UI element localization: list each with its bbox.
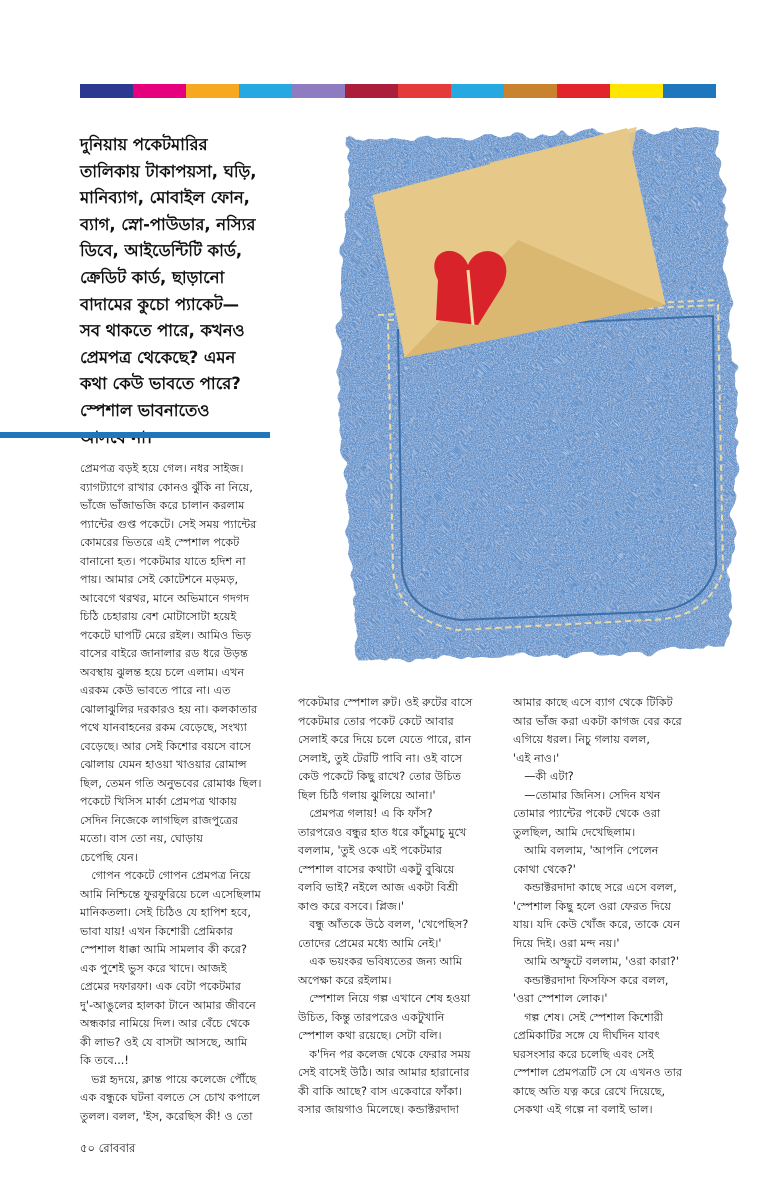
article-line: —কী এটা?: [513, 770, 574, 783]
article-line: কেউ পকেটে কিছু রাখে? তোর উচিত: [298, 770, 462, 783]
article-line: উচিত, কিন্তু তারপরেও একটুখানি: [298, 1010, 445, 1024]
article-line: স্পেশাল বাসের কথাটা একটু বুঝিয়ে: [298, 862, 455, 876]
article-line: অবস্থায় ঝুলন্ত হয়ে চলে এলাম। এখন: [80, 665, 245, 679]
color-strip-segment: [133, 84, 186, 98]
denim-pocket-love-letter-illustration: [318, 120, 748, 665]
blue-divider: [0, 432, 270, 438]
article-column-3: [513, 694, 718, 1120]
color-strip-segment: [80, 84, 133, 98]
article-line: বাসের বাইরে জানালার রড ধরে উড়ন্ত: [80, 647, 248, 660]
article-line: আমি বললাম, 'আপনি পেলেন: [513, 844, 659, 857]
article-line: কোমরের ভিতরে এই স্পেশাল পকেট: [80, 536, 240, 549]
color-strip-segment: [239, 84, 292, 98]
article-line: কোথা থেকে?': [513, 862, 576, 876]
article-line: সেদিন নিজেকে লাগছিল রাজপুত্রের: [80, 813, 239, 827]
article-line: মতো। বাস তো নয়, ঘোড়ায়: [80, 832, 203, 845]
article-line: ব্যাগট্যাগে রাখার কোনও ঝুঁকি না নিয়ে,: [80, 480, 253, 494]
article-line: বসার জায়গাও মিলেছে। কন্ডাক্টরদাদা: [298, 1103, 460, 1116]
intro-line: মানিব্যাগ, মোবাইল ফোন,: [80, 188, 250, 208]
article-line: প্রেমিকাটির সঙ্গে যে দীর্ঘদিন যাবৎ: [513, 1029, 660, 1042]
article-line: ঘরসংসার করে চলেছি এবং সেই: [513, 1047, 654, 1061]
article-line: আমার কাছে এসে ব্যাগ থেকে টিকিট: [513, 696, 673, 709]
article-line: স্পেশাল নিয়ে গল্প এখানে শেষ হওয়া: [298, 992, 471, 1005]
article-line: গোপন পকেটে গোপন প্রেমপত্র নিয়ে: [80, 869, 251, 882]
article-line: তোমার প্যান্টের পকেট থেকে ওরা: [513, 807, 661, 820]
intro-line: তালিকায় টাকাপয়সা, ঘড়ি,: [80, 161, 257, 181]
article-line: পথে যানবাহনের রকম বেড়েছে, সংখ্যা: [80, 721, 247, 734]
color-strip-segment: [663, 84, 716, 98]
article-line: এরকম কেউ ভাবতে পারে না। এত: [80, 684, 231, 697]
article-line: অন্ধকার নামিয়ে দিল। আর বেঁচে থেকে: [80, 1017, 250, 1030]
article-line: ঝোলায় যেমন হাওয়া খাওয়ার রোমান্স: [80, 758, 247, 771]
article-line: পায়। আমার সেই কোটেশনে মড়মড়,: [80, 573, 239, 586]
article-line: প্যান্টের গুপ্ত পকেটে। সেই সময় প্যান্টের: [80, 517, 257, 531]
color-strip-segment: [504, 84, 557, 98]
article-line: বন্ধু আঁতকে উঠে বলল, 'খেপেছিস?: [298, 918, 469, 931]
article-line: স্পেশাল ধাক্কা আমি সামলাব কী করে?: [80, 943, 247, 956]
article-line: এক পুশেই ভুস করে খাদে। আজই: [80, 961, 227, 975]
article-line: কাণ্ড করে বসবে। প্লিজ।': [298, 899, 404, 913]
article-line: কন্ডাক্টরদাদা কাছে সরে এসে বলল,: [513, 881, 677, 894]
color-strip-segment: [610, 84, 663, 98]
article-line: এক ভয়ংকর ভবিষ্যতের জন্য আমি: [298, 955, 463, 968]
article-line: তুলল। বলল, 'ইস, করেছিস কী! ও তো: [80, 1109, 253, 1123]
article-line: আর ভাঁজ করা একটা কাগজ বের করে: [513, 714, 682, 728]
color-strip-segment: [292, 84, 345, 98]
article-line: কী লাভ? ওই যে বাসটা আসছে, আমি: [80, 1035, 248, 1049]
article-line: ছিল, তেমন গতি অনুভবের রোমাঞ্চ ছিল।: [80, 776, 262, 790]
article-line: এগিয়ে ধরল। নিচু গলায় বলল,: [513, 733, 650, 746]
article-line: এক বন্ধুকে ঘটনা বলতে সে চোখ কপালে: [80, 1091, 261, 1104]
intro-line: ডিবে, আইডেন্টিটি কার্ড,: [80, 241, 243, 261]
color-strip-segment: [557, 84, 610, 98]
intro-line: সব থাকতে পারে, কখনও: [80, 321, 245, 341]
article-line: পকেটমার স্পেশাল রুট। ওই রুটের বাসে: [298, 696, 473, 709]
article-line: পকেটে খিসিস মার্কা প্রেমপত্র থাকায়: [80, 795, 237, 808]
article-line: ভগ্ন হৃদয়ে, ক্লান্ত পায়ে কলেজে পৌঁছে: [80, 1072, 257, 1086]
intro-line: স্পেশাল ভাবনাতেও: [80, 400, 210, 420]
article-line: সেই বাসেই উঠি। আর আমার হারানোর: [298, 1066, 470, 1079]
article-line: প্রেমের দফারফা। এক বেটা পকেটমার: [80, 980, 241, 993]
intro-line: ব্যাগ, স্নো-পাউডার, নস্যির: [80, 214, 256, 234]
article-line: 'স্পেশাল কিছু হলে ওরা ফেরত দিয়ে: [513, 899, 672, 913]
article-line: যায়। যদি কেউ খোঁজ করে, তাকে যেন: [513, 918, 681, 931]
article-line: প্রেমপত্র গলায়! এ কি ফাঁস?: [298, 807, 433, 820]
article-line: —তোমার জিনিস। সেদিন যখন: [513, 788, 661, 802]
article-line: কন্ডাক্টরদাদা ফিসফিস করে বলল,: [513, 973, 669, 987]
article-line: বললাম, 'তুই ওকে এই পকেটমার: [298, 844, 442, 857]
article-line: বানানো হত। পকেটমার যাতে হদিশ না: [80, 554, 246, 568]
intro-line: বাদামের কুচো প্যাকেট—: [80, 294, 240, 314]
article-line: বেড়েছে। আর সেই কিশোর বয়সে বাসে: [80, 739, 251, 753]
article-line: কি তবে...!: [80, 1054, 129, 1067]
article-line: 'ওরা স্পেশাল লোক।': [513, 992, 608, 1005]
article-line: ছিল চিঠি গলায় ঝুলিয়ে আনা।': [298, 788, 436, 802]
intro-blurb: [80, 132, 320, 451]
page-footer: ৫০ রোববার: [80, 1141, 136, 1155]
article-column-2: [298, 694, 503, 1120]
article-line: ক'দিন পর কলেজ থেকে ফেরার সময়: [298, 1047, 471, 1061]
article-line: তুলছিল, আমি দেখেছিলাম।: [513, 825, 636, 839]
article-line: সেকথা এই গল্পে না বলাই ভাল।: [513, 1103, 653, 1116]
article-line: সেলাই করে দিয়ে চলে যেতে পারে, রান: [298, 733, 472, 746]
article-line: তারপরেও বন্ধুর হাত ধরে কাঁচুমাচু মুখে: [298, 825, 467, 839]
article-line: মানিকতলা। সেই চিঠিও যে হাপিশ হবে,: [80, 906, 251, 919]
article-line: আমি অস্ফুটে বললাম, 'ওরা কারা?': [513, 955, 679, 968]
article-line: প্রেমপত্র বড়ই হয়ে গেল। নধর সাইজ।: [80, 462, 244, 475]
article-line: চিঠি চেহারায় বেশ মোটাসোটা হয়েই: [80, 610, 237, 623]
article-column-1: [80, 460, 285, 1126]
article-line: স্পেশাল কথা রয়েছে। সেটা বলি।: [298, 1029, 442, 1042]
article-line: কী বাকি আছে? বাস একেবারে ফাঁকা।: [298, 1084, 462, 1098]
color-strip-segment: [451, 84, 504, 98]
article-line: পকেটে ঘাপটি মেরে রইল। আমিও ভিড়: [80, 628, 252, 642]
intro-line: ক্রেডিট কার্ড, ছাড়ানো: [80, 267, 225, 287]
article-line: কাছে অতি যত্ন করে রেখে দিয়েছে,: [513, 1084, 666, 1098]
article-line: ভাবা যায়! এখন কিশোরী প্রেমিকার: [80, 924, 233, 938]
article-line: 'এই নাও।': [513, 751, 560, 765]
article-line: পকেটমার তোর পকেট কেটে আবার: [298, 714, 454, 728]
article-line: ঝোলাঝুলির দরকারও হয় না। কলকাতার: [80, 702, 258, 716]
color-strip-segment: [398, 84, 451, 98]
article-line: দিয়ে দিই। ওরা মন্দ নয়।': [513, 936, 620, 950]
color-strip-segment: [186, 84, 239, 98]
article-line: আমি নিশ্চিন্তে ফুরফুরিয়ে চলে এসেছিলাম: [80, 887, 261, 901]
article-line: ভাঁজে ভাঁজাভজি করে চালান করলাম: [80, 499, 245, 512]
article-line: বলবি ভাই? নইলে আজ একটা বিশ্রী: [298, 881, 459, 894]
article-line: দু'-আঙুলের হালকা টানে আমার জীবনে: [80, 998, 256, 1012]
article-line: স্পেশাল প্রেমপত্রটি সে যে এখনও তার: [513, 1066, 683, 1079]
article-line: চেপেছি যেন।: [80, 850, 138, 864]
color-strip: [80, 84, 716, 98]
intro-line: দুনিয়ায় পকেটমারির: [80, 135, 208, 154]
article-line: সেলাই, তুই টেরটি পাবি না। ওই বাসে: [298, 751, 463, 765]
article-line: অপেক্ষা করে রইলাম।: [298, 973, 392, 987]
intro-line: প্রেমপত্র থেকেছে? এমন: [80, 347, 236, 367]
article-line: আবেগে থরথর, মানে অভিমানে গদগদ: [80, 591, 250, 605]
article-line: গল্প শেষ। সেই স্পেশাল কিশোরী: [513, 1010, 664, 1024]
color-strip-segment: [345, 84, 398, 98]
article-line: তোদের প্রেমের মধ্যে আমি নেই।': [298, 936, 442, 950]
intro-line: কথা কেউ ভাবতে পারে?: [80, 374, 241, 394]
